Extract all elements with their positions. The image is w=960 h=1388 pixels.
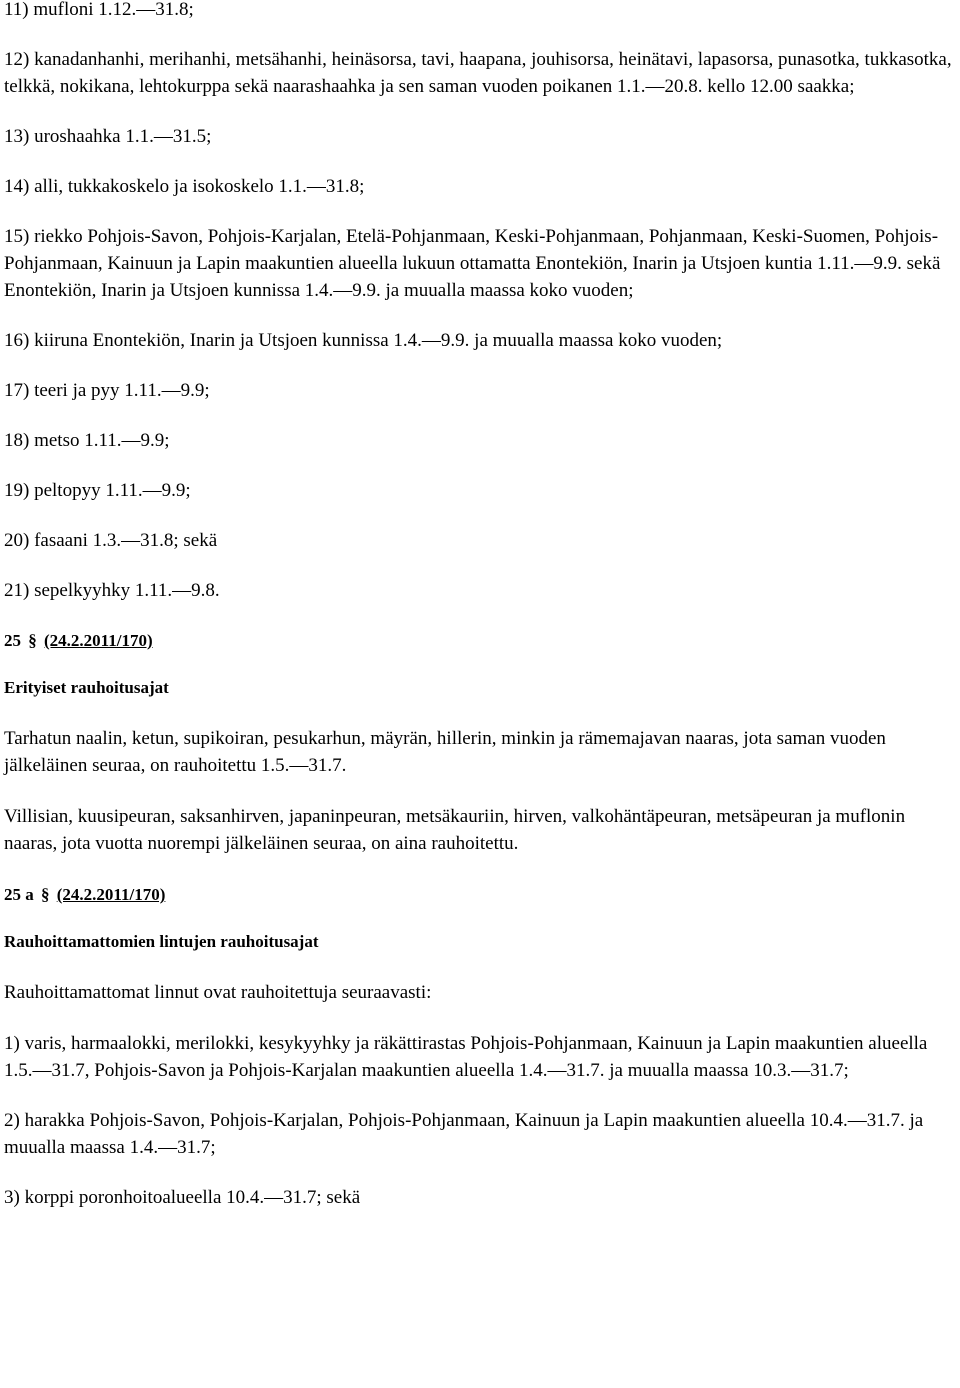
section-25a-item-2: 2) harakka Pohjois-Savon, Pohjois-Karjalan, Pohjois-Pohjanmaan, Kainuun ja Lapin maakuntien alueella 10.4.—31.7. ja muualla maassa 1.4.—31.7; <box>4 1110 924 1158</box>
list-item-18: 18) metso 1.11.—9.9; <box>4 430 170 451</box>
section-25-paragraph-1: Tarhatun naalin, ketun, supikoiran, pesukarhun, mäyrän, hillerin, minkin ja rämemajavan naaras, jota saman vuoden jälkeläinen seuraa, on rauhoitettu 1.5.—31.7. <box>4 728 886 776</box>
section-25a-heading <box>4 881 952 908</box>
list-item-19: 19) peltopyy 1.11.—9.9; <box>4 480 191 501</box>
list-item-21: 21) sepelkyyhky 1.11.—9.8. <box>4 580 220 601</box>
amendment-link[interactable]: (24.2.2011/170) <box>44 631 153 650</box>
list-item-17: 17) teeri ja pyy 1.11.—9.9; <box>4 380 210 401</box>
list-item-15: 15) riekko Pohjois-Savon, Pohjois-Karjalan, Etelä-Pohjanmaan, Keski-Pohjanmaan, Pohjanmaan, Keski-Suomen, Pohjois-Pohjanmaan, Kainuun ja Lapin maakuntien alueella lukuun ottamatta Enontekiön, Inarin ja Utsjoen kuntia 1.11.—9.9. sekä Enontekiön, Inarin ja Utsjoen kunnissa 1.4.—9.9. ja muualla maassa koko vuoden; <box>4 226 941 301</box>
list-item-12: 12) kanadanhanhi, merihanhi, metsähanhi, heinäsorsa, tavi, haapana, jouhisorsa, heinätavi, lapasorsa, punasotka, tukkasotka, telkkä, nokikana, lehtokurppa sekä naarashaahka ja sen saman vuoden poikanen 1.1.—20.8. kello 12.00 saakka; <box>4 49 952 97</box>
list-item-16: 16) kiiruna Enontekiön, Inarin ja Utsjoen kunnissa 1.4.—9.9. ja muualla maassa koko vuoden; <box>4 330 723 351</box>
section-number: 25 <box>4 631 21 650</box>
section-25a-item-3: 3) korppi poronhoitoalueella 10.4.—31.7; sekä <box>4 1187 361 1208</box>
section-25-paragraph-2: Villisian, kuusipeuran, saksanhirven, japaninpeuran, metsäkauriin, hirven, valkohäntäpeuran, metsäpeuran ja muflonin naaras, jota vuotta nuorempi jälkeläinen seuraa, on aina rauhoitettu. <box>4 806 906 854</box>
list-item-11: 11) mufloni 1.12.—31.8; <box>4 0 194 20</box>
list-item-14: 14) alli, tukkakoskelo ja isokoskelo 1.1.—31.8; <box>4 176 365 197</box>
list-item-13: 13) uroshaahka 1.1.—31.5; <box>4 126 212 147</box>
section-25-heading <box>4 627 952 654</box>
section-sign-icon: § <box>41 885 50 904</box>
section-25a-item-1: 1) varis, harmaalokki, merilokki, kesykyyhky ja räkättirastas Pohjois-Pohjanmaan, Kainuun ja Lapin maakuntien alueella 1.5.—31.7, Pohjois-Savon ja Pohjois-Karjalan maakuntien alueella 1.4.—31.7. ja muualla maassa 10.3.—31.7; <box>4 1033 928 1081</box>
section-sign-icon: § <box>28 631 37 650</box>
list-item-20: 20) fasaani 1.3.—31.8; sekä <box>4 530 218 551</box>
section-number: 25 a <box>4 885 34 904</box>
section-25a-intro: Rauhoittamattomat linnut ovat rauhoitettuja seuraavasti: <box>4 982 432 1003</box>
section-25-title: Erityiset rauhoitusajat <box>4 678 169 697</box>
document-page <box>4 0 952 1234</box>
amendment-link[interactable]: (24.2.2011/170) <box>56 885 166 904</box>
section-25a-title: Rauhoittamattomien lintujen rauhoitusajat <box>4 932 319 951</box>
